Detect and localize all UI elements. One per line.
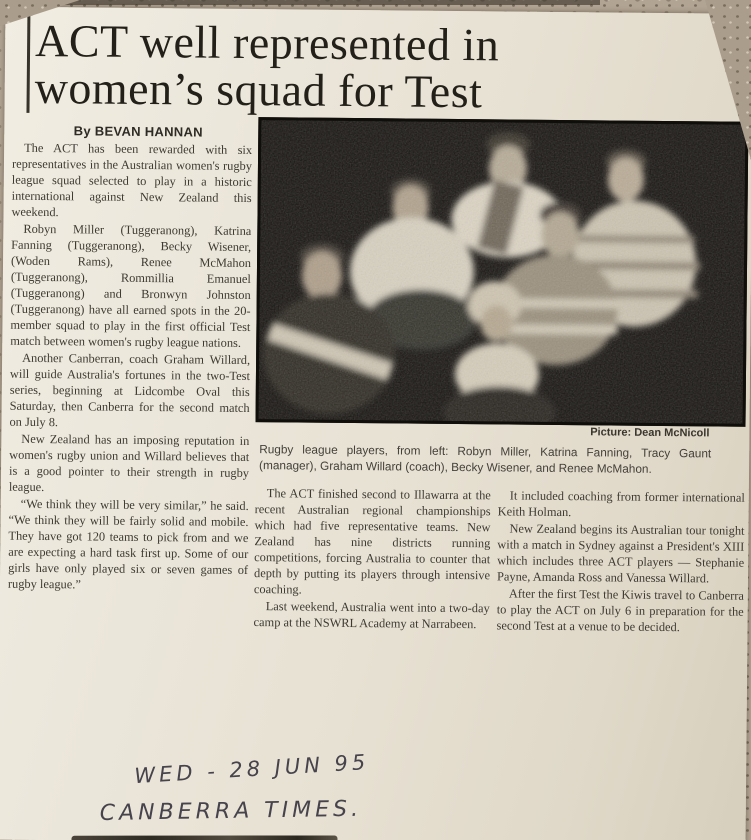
headline bbox=[34, 14, 735, 118]
right-column bbox=[496, 487, 744, 635]
top-edge-shadow bbox=[0, 0, 600, 5]
headline-line-1: ACT well represented in bbox=[34, 14, 500, 71]
article-paragraph: “We think they will be very similar,” he said. “We think they will be fairly solid and mobile. They have got 120 teams to pick from and we are expecting a hard task first up. Some of our girls have only played six or seven games of rugby league.” bbox=[7, 496, 249, 592]
middle-column bbox=[254, 485, 491, 632]
article-paragraph: Another Canberran, coach Graham Willard, will guide Australia's fortunes in the two-Test series, beginning at Lidcombe Oval this Saturday, then Canberra for the second match on July 8. bbox=[9, 350, 251, 430]
ink-smudge bbox=[71, 835, 337, 840]
photo-caption: Rugby league players, from left: Robyn Miller, Katrina Fanning, Tracy Gaunt (manager), Graham Willard (coach), Becky Wisener, and Renee McMahon. bbox=[259, 442, 712, 476]
article-paragraph: New Zealand has an imposing reputation in women's rugby union and Willard believes that is a good pointer to their strength in rugby league. bbox=[8, 431, 250, 495]
article-paragraph: New Zealand begins its Australian tour tonight with a match in Sydney against a President's XIII which includes three ACT players — Stephanie Payne, Amanda Ross and Vanessa Willard. bbox=[496, 521, 745, 586]
newspaper-clipping bbox=[0, 7, 751, 840]
headline-line-2: women’s squad for Test bbox=[34, 61, 483, 118]
photo-credit: Picture: Dean McNicoll bbox=[590, 426, 710, 440]
article-paragraph: It included coaching from former international Keith Holman. bbox=[497, 488, 745, 520]
handwritten-date: WED - 28 JUN 95 bbox=[133, 749, 370, 789]
team-photo bbox=[256, 117, 749, 427]
article-paragraph: Robyn Miller (Tuggeranong), Katrina Fanning (Tuggeranong), Becky Wisener, (Woden Rams), Renee McMahon (Tuggeranong), Rommillia Emanuel (Tuggeranong) and Bronwyn Johnston (Tuggeranong) have all earned spots in the 20-member squad to play in the first official Test match between women's rugby league nations. bbox=[10, 221, 252, 350]
article-paragraph: Last weekend, Australia went into a two-day camp at the NSWRL Academy at Narrabeen. bbox=[253, 599, 490, 632]
team-photo-illustration bbox=[259, 120, 746, 424]
left-column bbox=[8, 123, 252, 594]
handwritten-source: CANBERRA TIMES. bbox=[99, 796, 363, 827]
article-paragraph: The ACT has been rewarded with six representatives in the Australian women's rugby league squad selected to play in a historic international against New Zealand this weekend. bbox=[11, 140, 253, 220]
byline: By BEVAN HANNAN bbox=[73, 123, 203, 140]
article-paragraph: After the first Test the Kiwis travel to Canberra to play the ACT on July 6 in preparation for the second Test at a venue to be decided. bbox=[496, 586, 744, 635]
left-edge-column-rule bbox=[26, 7, 30, 113]
article-paragraph: The ACT finished second to Illawarra at the recent Australian regional championships which had five representative teams. New Zealand has nine districts running competitions, forcing Australia to counter that depth by putting its players through intensive coaching. bbox=[253, 486, 491, 597]
